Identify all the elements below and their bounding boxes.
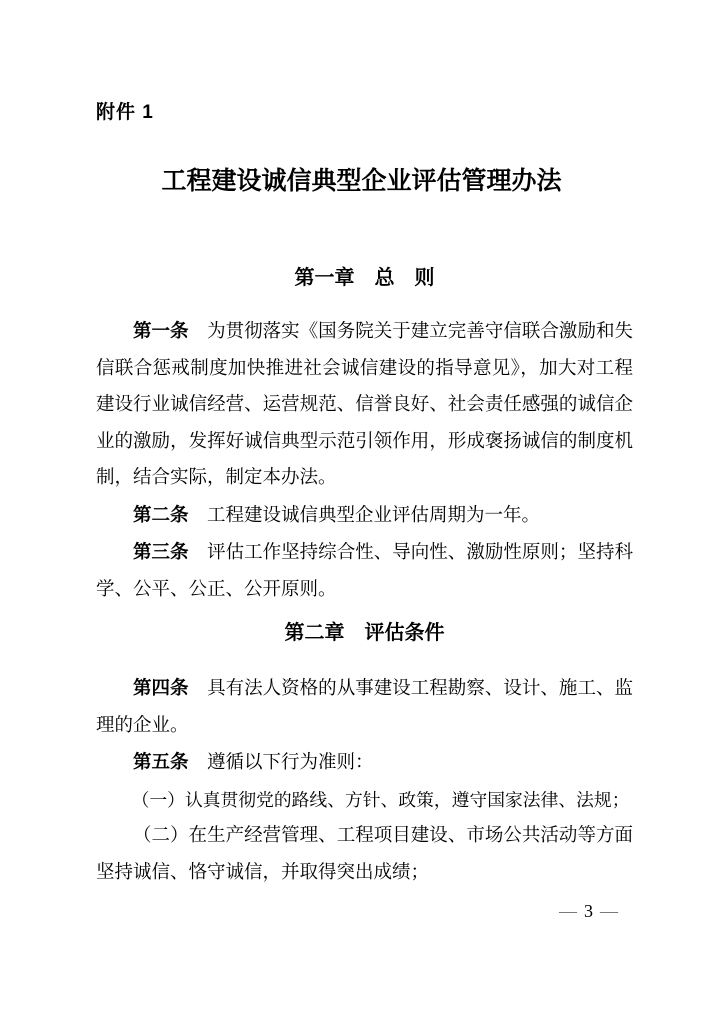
- article-paragraph: [96, 313, 633, 497]
- page-number: [559, 899, 618, 923]
- article-1-text: 为贯彻落实《国务院关于建立完善守信联合激励和失信联合惩戒制度加快推进社会诚信建设的指导意见》，加大对工程建设行业诚信经营、运营规范、信誉良好、社会责任感强的诚信企业的激励，发挥好诚信典型示范引领作用，形成褒扬诚信的制度机制，结合实际，制定本办法。: [96, 322, 633, 488]
- page-number-right-dash: —: [600, 901, 618, 921]
- article-4-text: 具有法人资格的从事建设工程勘察、设计、施工、监理的企业。: [96, 679, 633, 736]
- chapter-1-body: [96, 313, 633, 608]
- article-paragraph: [96, 744, 633, 782]
- list-item-paragraph: （二）在生产经营管理、工程项目建设、市场公共活动等方面坚持诚信、恪守诚信，并取得突出成绩；: [96, 826, 633, 883]
- chapter-2-heading: 第二章 评估条件: [284, 622, 445, 644]
- article-3-text: 评估工作坚持综合性、导向性、激励性原则；坚持科学、公平、公正、公开原则。: [96, 543, 633, 600]
- article-paragraph: [96, 497, 633, 535]
- document-title: 工程建设诚信典型企业评估管理办法: [161, 168, 562, 195]
- page-number-value: 3: [584, 901, 593, 921]
- article-3-label: 第三条: [133, 541, 189, 562]
- chapter-2-body: [96, 670, 633, 891]
- article-paragraph: [96, 534, 633, 608]
- article-1-label: 第一条: [133, 320, 189, 341]
- article-5-text: 遵循以下行为准则：: [207, 753, 374, 773]
- article-4-label: 第四条: [133, 677, 189, 698]
- attachment-label: 附件 1: [96, 102, 154, 123]
- article-5-label: 第五条: [133, 751, 189, 772]
- list-item-paragraph: （一）认真贯彻党的路线、方针、政策，遵守国家法律、法规；: [131, 789, 630, 810]
- page-number-left-dash: —: [559, 901, 577, 921]
- chapter-1-heading: 第一章 总 则: [294, 267, 435, 289]
- article-2-label: 第二条: [133, 503, 189, 525]
- article-2-text: 工程建设诚信典型企业评估周期为一年。: [207, 505, 541, 526]
- article-paragraph: [96, 670, 633, 744]
